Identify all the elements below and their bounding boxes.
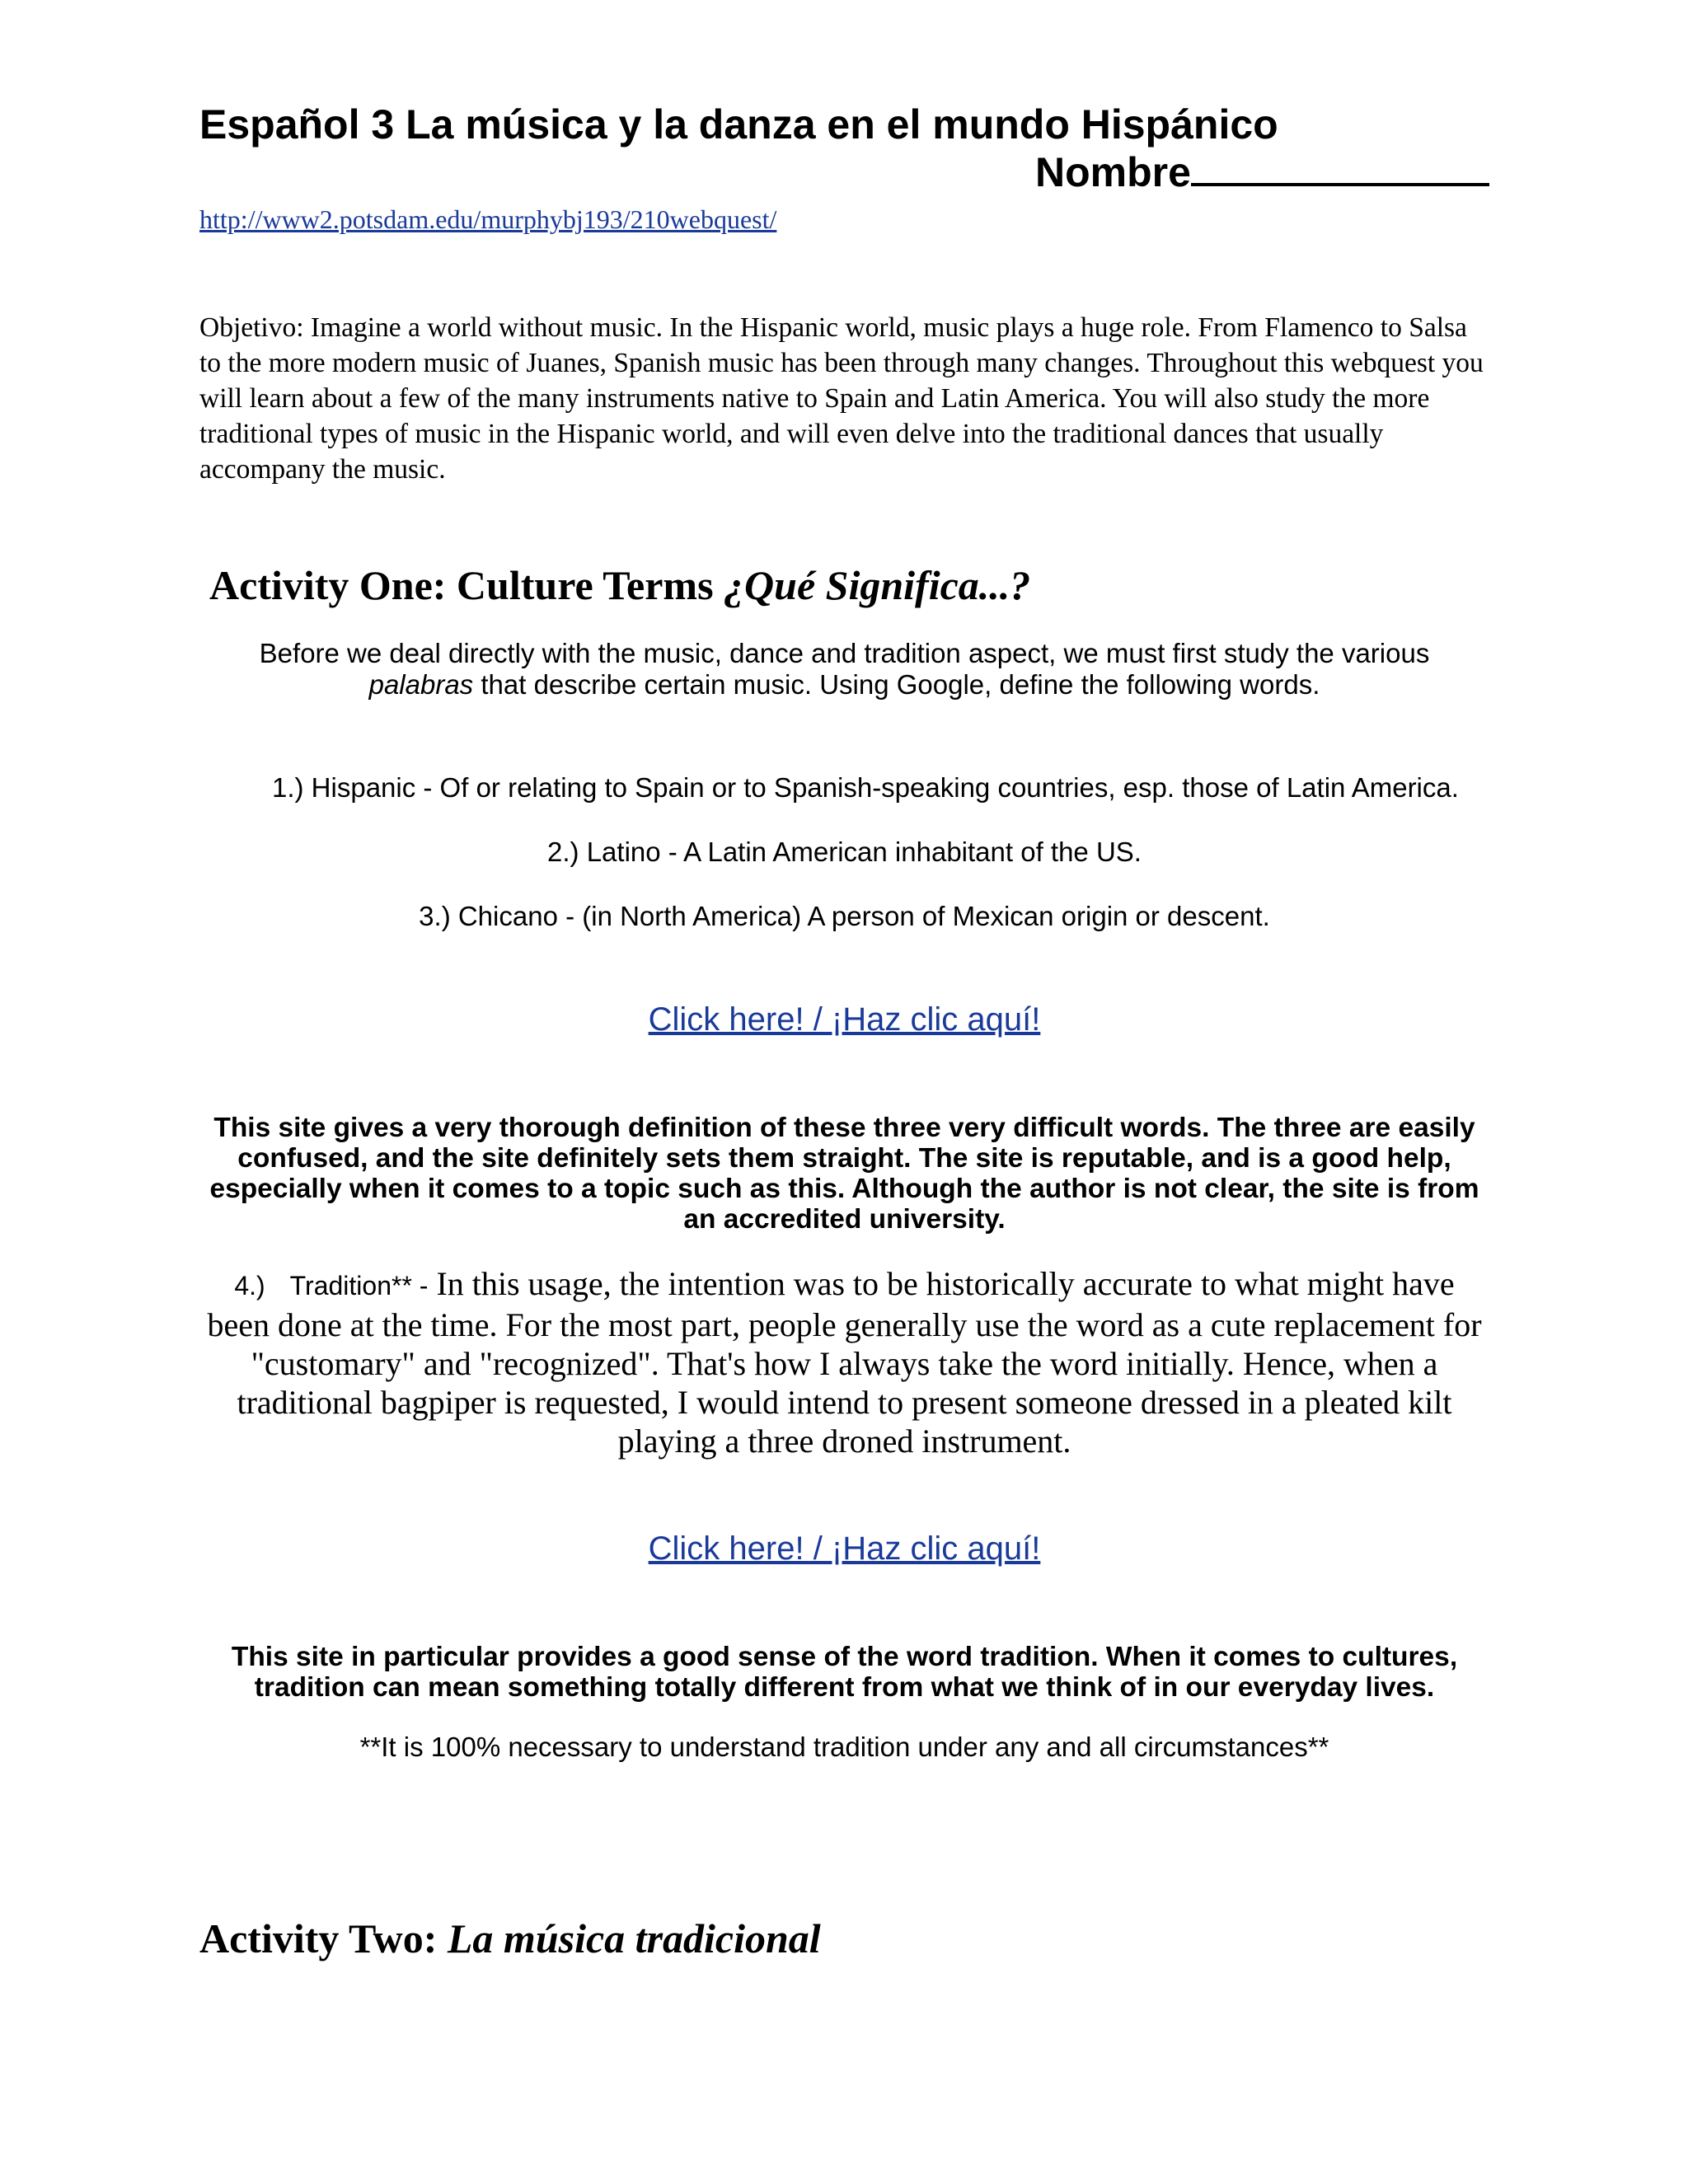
click-here-link-2[interactable]: Click here! / ¡Haz clic aquí! — [648, 1530, 1041, 1567]
click-here-link-1[interactable]: Click here! / ¡Haz clic aquí! — [648, 1001, 1041, 1038]
site-note-2: This site in particular provides a good sense of the word tradition. When it comes to cultures, tradition can mean something totally different from what we think of in our everyday lives. — [231, 1642, 1458, 1703]
link-row-1 — [199, 999, 1489, 1040]
definition-tradition — [199, 1264, 1489, 1460]
activity-two-heading-text: Activity Two: — [199, 1915, 448, 1961]
activity-one-heading-text: Activity One: Culture Terms — [209, 562, 724, 608]
nombre-blank-line — [1191, 145, 1489, 186]
tradition-text: In this usage, the intention was to be historically accurate to what might have been done at the time. For the most part, people generally use the word as a cute replacement for "customary" and "recognized". That's how I always take the word initially. Hence, when a traditional bagpiper is requested, I would intend to present someone dressed in a pleated kilt playing a three droned instrument. — [207, 1265, 1482, 1460]
intro-italic-word: palabras — [368, 669, 474, 700]
webquest-url-link[interactable]: http://www2.potsdam.edu/murphybj193/210webquest/ — [199, 204, 777, 234]
intro-text-before: Before we deal directly with the music, dance and tradition aspect, we must first study the various — [259, 638, 1430, 668]
intro-text-after: that describe certain music. Using Google, define the following words. — [473, 669, 1320, 700]
nombre-label: Nombre — [1035, 149, 1191, 195]
tradition-term: Tradition** - — [289, 1271, 429, 1301]
activity-one-heading — [209, 557, 1030, 613]
page-title: Español 3 La música y la danza en el mundo Hispánico — [199, 101, 1278, 148]
necessity-note: **It is 100% necessary to understand tradition under any and all circumstances** — [359, 1732, 1329, 1762]
activity-two-heading — [199, 1910, 821, 1966]
activity-one-heading-italic: ¿Qué Significa...? — [724, 562, 1031, 608]
definition-chicano: 3.) Chicano - (in North America) A person of Mexican origin or descent. — [419, 901, 1270, 931]
site-note-1: This site gives a very thorough definition of these three very difficult words. The three are easily confused, and the site definitely sets them straight. The site is reputable, and is a good help, especially when it comes to a topic such as this. Although the author is not clear, the site is from an accredited university. — [209, 1113, 1479, 1235]
activity-two-heading-italic: La música tradicional — [447, 1915, 821, 1961]
activity-one-intro — [199, 638, 1489, 701]
tradition-number: 4.) — [234, 1271, 265, 1301]
definition-latino: 2.) Latino - A Latin American inhabitant of the US. — [547, 837, 1142, 867]
nombre-field — [1035, 145, 1489, 199]
objective-paragraph: Objetivo: Imagine a world without music. In the Hispanic world, music plays a huge role. From Flamenco to Salsa to the more modern music of Juanes, Spanish music has been through many changes. Throughout this webquest you will learn about a few of the many instruments native to Spain and Latin America. You will also study the more traditional types of music in the Hispanic world, and will even delve into the traditional dances that usually accompany the music. — [199, 312, 1484, 485]
link-row-2 — [199, 1528, 1489, 1569]
definition-hispanic: 1.) Hispanic - Of or relating to Spain or to Spanish-speaking countries, esp. those of Latin America. — [272, 772, 1459, 803]
